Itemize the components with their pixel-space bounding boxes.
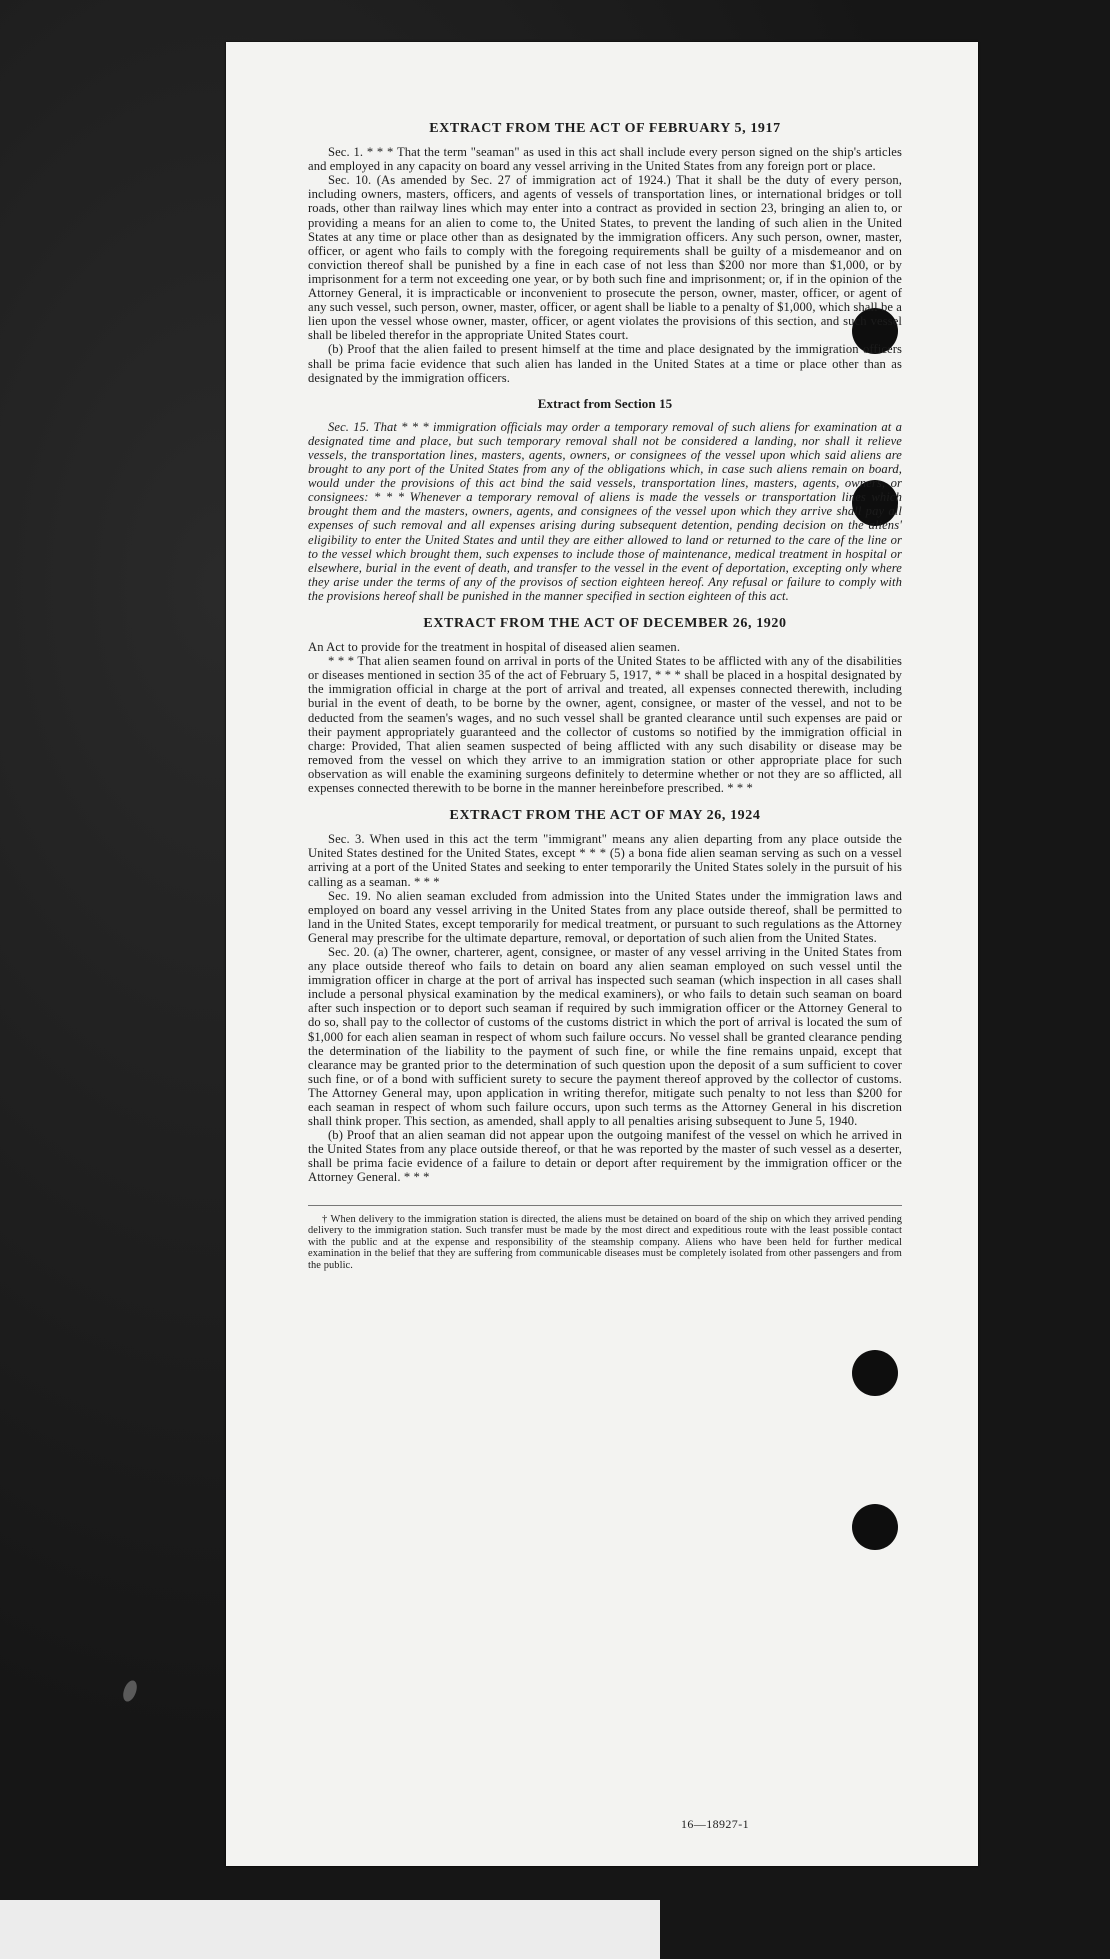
punch-hole-3	[852, 1350, 898, 1396]
paragraph-sec-3: Sec. 3. When used in this act the term "immigrant" means any alien departing from any place outside the United States destined for the United States, except * * * (5) a bona fide alien seaman serving as such on a vessel arriving at a port of the United States and seeking to enter temporarily the United States solely in the pursuit of his calling as a seaman. * * *	[308, 832, 902, 889]
paragraph-act-1920-body: * * * That alien seamen found on arrival in ports of the United States to be afflicted with any of the disabilities or diseases mentioned in section 35 of the act of February 5, 1917, * * * shall be placed in a hospital designated by the immigration official in charge at the port of arrival and treated, all expenses connected therewith, including burial in the event of death, to be borne by the owner, agent, consignee, or master of the vessel, and not to be deducted from the seamen's wages, and no such vessel shall be granted clearance until such expenses are paid or their payment appropriately guaranteed and the collector of customs so notified by the immigration official in charge: Provided, That alien seamen suspected of being afflicted with any such disability or disease may be removed from the vessel on which they arrive to an immigration station or other appropriate place for such observation as will enable the examining surgeons definitely to determine whether or not they are so afflicted, all expenses connected therewith to be borne in the manner hereinbefore prescribed. * * *	[308, 654, 902, 796]
footnote	[308, 1205, 902, 1272]
punch-hole-4	[852, 1504, 898, 1550]
heading-section-15: Extract from Section 15	[537, 395, 673, 411]
paragraph-sec-15: Sec. 15. That * * * immigration officials may order a temporary removal of such aliens for examination at a designated time and place, but such temporary removal shall not be considered a landing, nor shall it relieve vessels, the transportation lines, masters, agents, owners, or consignees of the vessel upon which said aliens are brought to any port of the United States from any of the obligations which, in case such aliens remain on board, would under the provisions of this act bind the said vessels, transportation lines, masters, agents, owners, or consignees: * * * Whenever a temporary removal of aliens is made the vessels or transportation lines which brought them and the masters, owners, agents, and consignees of the vessel upon which they arrive shall pay all expenses of such removal and all expenses arising during subsequent detention, pending decision on the aliens' eligibility to enter the United States and until they are either allowed to land or returned to the care of the line or to the vessel which brought them, such expenses to include those of maintenance, medical treatment in hospital or elsewhere, burial in the event of death, and transfer to the vessel in the event of deportation, excepting only where they arise under the terms of any of the provisos of section eighteen hereof. Any refusal or failure to comply with the provisions hereof shall be punished in the manner specified in section eighteen of this act.	[308, 419, 902, 603]
document-body	[308, 122, 902, 1272]
paragraph-act-1920-intro: An Act to provide for the treatment in hospital of diseased alien seamen.	[308, 640, 681, 655]
heading-act-1924: EXTRACT FROM THE ACT OF MAY 26, 1924	[449, 808, 761, 824]
heading-act-1920: EXTRACT FROM THE ACT OF DECEMBER 26, 1920	[423, 616, 787, 631]
paragraph-sec-20-b: (b) Proof that an alien seaman did not appear upon the outgoing manifest of the vessel on which he arrived in the United States from any place outside thereof, or that he was reported by the master of such vessel as a deserter, shall be prima facie evidence of a failure to detain or deport after requirement by the immigration officer or the Attorney General. * * *	[308, 1128, 902, 1185]
paragraph-sec-1: Sec. 1. * * * That the term "seaman" as used in this act shall include every person signed on the ship's articles and employed in any capacity on board any vessel arriving in the United States from any foreign port or place.	[308, 145, 902, 174]
paragraph-sec-19: Sec. 19. No alien seaman excluded from admission into the United States under the immigration laws and employed on board any vessel arriving in the United States from any place outside thereof, shall be permitted to land in the United States, except temporarily for medical treatment, or pursuant to such regulations as the Attorney General may prescribe for the ultimate departure, removal, or deportation of such alien from the United States.	[308, 888, 902, 945]
document-page	[226, 42, 978, 1866]
paragraph-sec-10-b: (b) Proof that the alien failed to present himself at the time and place designated by the immigration officers shall be prima facie evidence that such alien has landed in the United States at a time or place other than as designated by the immigration officers.	[308, 342, 902, 385]
paragraph-sec-10: Sec. 10. (As amended by Sec. 27 of immigration act of 1924.) That it shall be the duty of every person, including owners, masters, officers, and agents of vessels of transportation lines, or international bridges or toll roads, other than railway lines which may enter into a contract as provided in section 23, bringing an alien to, or providing a means for an alien to come to, the United States, to prevent the landing of such alien in the United States at any time or place other than as designated by the immigration officers. Any such person, owner, master, officer, or agent who fails to comply with the foregoing requirements shall be guilty of a misdemeanor and on conviction thereof shall be punished by a fine in each case of not less than $200 nor more than $1,000, or by imprisonment for a term not exceeding one year, or by both such fine and imprisonment; or, if in the opinion of the Attorney General, it is impracticable or inconvenient to prosecute the person, owner, master, officer, or agent of any such vessel, such person, owner, master, officer, or agent shall be liable to a penalty of $1,000, which shall be a lien upon the vessel whose owner, master, officer, or agent violates the provisions of this section, and such vessel shall be libeled therefor in the appropriate United States court.	[308, 173, 902, 343]
paragraph-sec-20-a: Sec. 20. (a) The owner, charterer, agent, consignee, or master of any vessel arriving in the United States from any place outside thereof who fails to detain on board any alien seaman employed on such vessel until the immigration officer in charge at the port of arrival has inspected such seaman (which inspection in all cases shall include a personal physical examination by the medical examiners), or who fails to detain such seaman on board after such inspection or to deport such seaman if required by such immigration officer or the Attorney General to do so, shall pay to the collector of customs of the customs district in which the port of arrival is located the sum of $1,000 for each alien seaman in respect of whom such failure occurs. No vessel shall be granted clearance pending the determination of the liability to the payment of such fine, or while the fine remains unpaid, except that clearance may be granted prior to the determination of such question upon the deposit of a sum sufficient to cover such fine, or of a bond with sufficient surety to secure the payment thereof approved by the collector of customs. The Attorney General may, upon application in writing therefor, mitigate such penalty to not less than $200 for each seaman in respect of whom such failure occurs, upon such terms as the Attorney General in his discretion shall think proper. This section, as amended, shall apply to all penalties arising subsequent to June 5, 1940.	[308, 944, 902, 1129]
footnote-text: † When delivery to the immigration station is directed, the aliens must be detained on board of the ship on which they arrived pending delivery to the immigration station. Such transfer must be made by the most direct and expeditious route with the least possible contact with the public and at the expense and responsibility of the steamship company. Aliens who have been held for further medical examination in the belief that they are suffering from communicable diseases must be completely isolated from other passengers and from the public.	[308, 1213, 902, 1271]
document-number: 16—18927-1	[681, 1817, 749, 1831]
heading-act-1917: EXTRACT FROM THE ACT OF FEBRUARY 5, 1917	[429, 121, 781, 136]
scan-edge-strip	[0, 1900, 660, 1959]
